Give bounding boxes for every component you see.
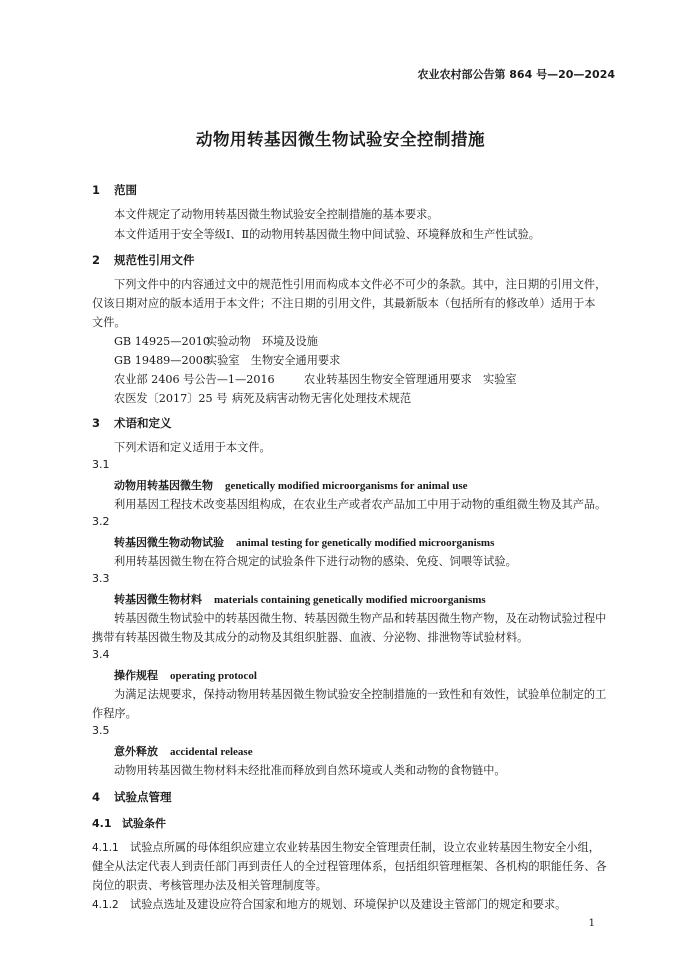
section-number: 2 [92,253,101,267]
term-en: operating protocol [170,670,257,682]
term-zh: 意外释放 [114,745,158,758]
term-en: animal testing for genetically modified microorganisms [236,537,495,549]
term-number: 3.2 [92,515,110,528]
paragraph-line: 文件。 [92,316,126,329]
document-header: 农业农村部公告第 864 号—20—2024 [417,68,615,81]
term-number: 3.5 [92,724,110,737]
paragraph: 本文件规定了动物用转基因微生物试验安全控制措施的基本要求。 [114,208,439,221]
section-number: 1 [92,183,101,197]
reference-code: 农医发〔2017〕25 号 [114,392,228,405]
subsection-title: 试验条件 [122,817,166,830]
clause-number: 4.1.1 [92,842,119,854]
term-definition: 携带有转基因微生物及其成分的动物及其组织脏器、血液、分泌物、排泄物等试验材料。 [92,631,529,644]
section-3-heading [92,415,172,431]
term-zh: 操作规程 [114,669,158,682]
paragraph-line: 仅该日期对应的版本适用于本文件；不注日期的引用文件，其最新版本（包括所有的修改单）适用于本 [92,297,596,310]
term-zh: 转基因微生物材料 [114,593,202,606]
term-en: accidental release [170,746,253,758]
clause-text: 试验点所属的母体组织应建立农业转基因生物安全管理责任制，设立农业转基因生物安全小组， [130,841,600,854]
section-title: 范围 [114,183,137,197]
term-heading [114,477,468,493]
term-definition: 动物用转基因微生物材料未经批准而释放到自然环境或人类和动物的食物链中。 [114,764,506,777]
term-zh: 动物用转基因微生物 [114,479,213,492]
term-heading [114,591,486,607]
paragraph: 下列术语和定义适用于本文件。 [114,441,271,454]
clause-line: 健全从法定代表人到责任部门再到责任人的全过程管理体系，包括组织管理框架、各机构的职能任务、各 [92,860,607,873]
term-definition: 转基因微生物试验中的转基因微生物、转基因微生物产品和转基因微生物产物，及在动物试验过程中 [114,612,607,625]
clause-number: 4.1.2 [92,899,119,911]
reference-code: GB 14925—2010 [114,335,210,348]
section-title: 术语和定义 [114,416,172,430]
subsection-number: 4.1 [92,817,112,830]
page-number: 1 [588,918,595,929]
term-en: genetically modified microorganisms for animal use [225,480,468,492]
clause-line: 岗位的职责、考核管理办法及相关管理制度等。 [92,879,327,892]
term-definition: 作程序。 [92,707,137,720]
term-number: 3.3 [92,572,110,585]
term-number: 3.1 [92,458,110,471]
document-title: 动物用转基因微生物试验安全控制措施 [196,130,485,149]
reference-item [114,371,517,387]
clause-text: 试验点选址及建设应符合国家和地方的规划、环境保护以及建设主管部门的规定和要求。 [130,898,567,911]
reference-item [114,352,340,368]
paragraph: 本文件适用于安全等级Ⅰ、Ⅱ的动物用转基因微生物中间试验、环境释放和生产性试验。 [114,228,540,241]
reference-item [114,390,411,406]
clause-line [92,896,566,912]
term-heading [114,743,253,759]
reference-code: GB 19489—2008 [114,354,210,367]
section-title: 规范性引用文件 [114,253,195,267]
paragraph-line: 下列文件中的内容通过文中的规范性引用而构成本文件必不可少的条款。其中，注日期的引用文件， [114,278,607,291]
subsection-heading [92,815,166,831]
term-definition: 利用基因工程技术改变基因组构成，在农业生产或者农产品加工中用于动物的重组微生物及其产品。 [114,498,607,511]
reference-code: 农业部 2406 号公告—1—2016 [114,373,275,386]
reference-name: 实验室 生物安全通用要求 [206,354,341,367]
term-definition: 利用转基因微生物在符合规定的试验条件下进行动物的感染、免疫、饲喂等试验。 [114,555,517,568]
section-title: 试验点管理 [114,790,172,804]
reference-name: 病死及病害动物无害化处理技术规范 [232,392,412,405]
section-number: 4 [92,790,101,804]
term-definition: 为满足法规要求，保持动物用转基因微生物试验安全控制措施的一致性和有效性，试验单位制定的工 [114,688,607,701]
term-number: 3.4 [92,648,110,661]
term-en: materials containing genetically modified microorganisms [214,594,486,606]
section-1-heading [92,182,137,198]
reference-item [114,333,318,349]
reference-name: 农业转基因生物安全管理通用要求 实验室 [304,373,517,386]
section-2-heading [92,252,195,268]
section-4-heading [92,789,172,805]
term-zh: 转基因微生物动物试验 [114,536,224,549]
reference-name: 实验动物 环境及设施 [206,335,318,348]
term-heading [114,667,257,683]
clause-line [92,839,600,855]
section-number: 3 [92,416,101,430]
term-heading [114,534,494,550]
